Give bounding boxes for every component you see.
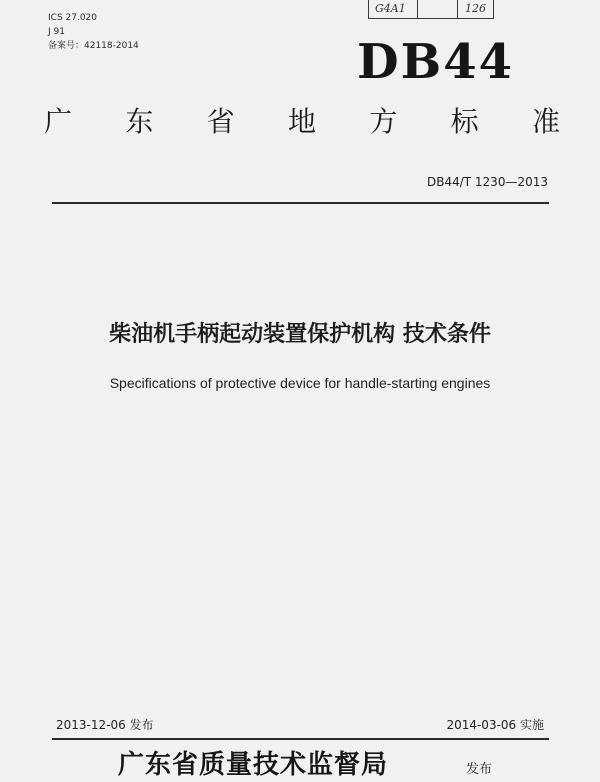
publisher-name: 广东省质量技术监督局 <box>118 750 389 780</box>
top-divider <box>52 202 549 204</box>
document-title-cn: 柴油机手柄起动装置保护机构 技术条件 <box>109 322 491 347</box>
document-title-en: Specifications of protective device for handle-starting engines <box>109 375 491 391</box>
heading-char: 方 <box>369 105 398 138</box>
ics-code: ICS 27.020 <box>48 13 98 23</box>
heading-char: 省 <box>206 105 235 138</box>
heading-char: 标 <box>450 105 479 138</box>
record-number: 备案号：42118-2014 <box>48 41 139 51</box>
heading-char: 东 <box>125 105 154 138</box>
classification-block <box>48 11 139 53</box>
stamp-left-text: G4A1 <box>375 2 406 15</box>
issue-date: 2013-12-06 发布 <box>56 718 154 732</box>
standard-code: DB44/T 1230—2013 <box>426 175 548 189</box>
heading-char: 广 <box>44 105 73 138</box>
archive-stamp <box>368 0 494 19</box>
standard-type-heading <box>44 104 560 140</box>
heading-char: 准 <box>531 105 560 138</box>
implementation-date: 2014-03-06 实施 <box>446 718 544 732</box>
standard-logo: DB44 <box>357 34 514 90</box>
heading-char: 地 <box>287 105 316 138</box>
ccs-code: J 91 <box>48 27 65 37</box>
stamp-divider <box>457 0 458 18</box>
publish-label: 发布 <box>466 762 493 777</box>
stamp-right-text: 126 <box>465 2 486 15</box>
bottom-divider <box>52 738 549 740</box>
stamp-divider <box>417 0 418 18</box>
